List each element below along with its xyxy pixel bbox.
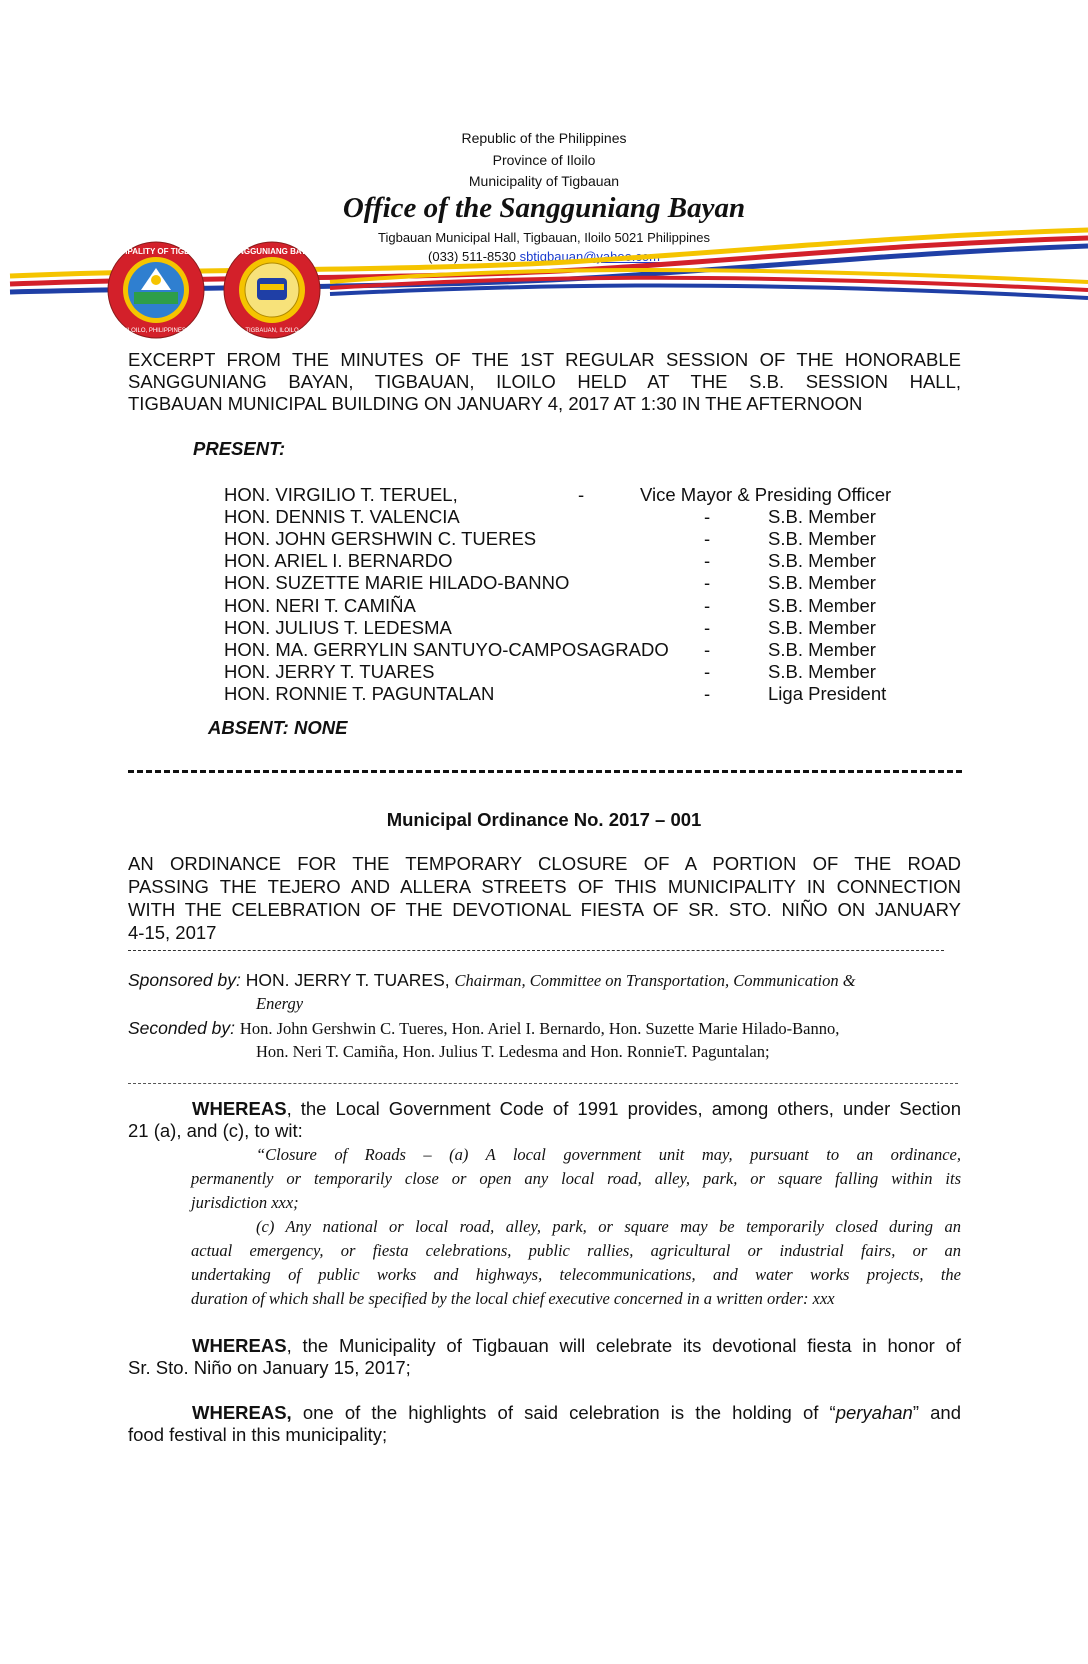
header-municipality: Municipality of Tigbauan <box>468 173 620 189</box>
member-dash: - <box>704 683 711 704</box>
member-name: HON. RONNIE T. PAGUNTALAN <box>224 683 495 704</box>
seal-left-bottom: ILOILO, PHILIPPINES <box>126 328 186 334</box>
member-role: Liga President <box>768 683 887 704</box>
header-republic: Republic of the Philippines <box>461 130 627 146</box>
member-name: HON. JULIUS T. LEDESMA <box>224 617 452 638</box>
sponsored-role: Chairman, Committee on Transportation, Communication & <box>454 971 856 990</box>
whereas-3-italic: peryahan <box>835 1402 913 1423</box>
member-name: HON. DENNIS T. VALENCIA <box>224 506 460 527</box>
member-role: S.B. Member <box>768 661 876 682</box>
ordinance-desc-line-1: AN ORDINANCE FOR THE TEMPORARY CLOSURE OF A PORTION OF THE ROAD <box>128 853 961 874</box>
whereas-1-text: , the Local Government Code of 1991 provides, among others, under Section <box>286 1098 961 1119</box>
quote-line-1: “Closure of Roads – (a) A local government unit may, pursuant to an ordinance, <box>256 1145 961 1164</box>
municipality-seal-logo <box>99 240 213 340</box>
seconded-line <box>128 1018 839 1039</box>
member-dash: - <box>578 484 585 505</box>
member-name: HON. SUZETTE MARIE HILADO-BANNO <box>224 572 570 593</box>
member-name: HON. JOHN GERSHWIN C. TUERES <box>224 528 537 549</box>
member-name: HON. JERRY T. TUARES <box>224 661 435 682</box>
member-dash: - <box>704 617 711 638</box>
seal-left-text: MUNICIPALITY OF TIGBAUAN <box>99 247 213 256</box>
excerpt-line-3: TIGBAUAN MUNICIPAL BUILDING ON JANUARY 4, 2017 AT 1:30 IN THE AFTERNOON <box>128 393 863 414</box>
member-role: S.B. Member <box>768 617 876 638</box>
member-dash: - <box>704 528 711 549</box>
member-dash: - <box>704 595 711 616</box>
sponsored-line <box>128 970 856 991</box>
whereas-1-line-1 <box>128 1098 961 1120</box>
member-dash: - <box>704 550 711 571</box>
member-role: S.B. Member <box>768 572 876 593</box>
member-name: HON. ARIEL I. BERNARDO <box>224 550 453 571</box>
office-title: Office of the Sangguniang Bayan <box>342 192 746 224</box>
whereas-3-keyword: WHEREAS, <box>192 1402 292 1423</box>
member-name: HON. MA. GERRYLIN SANTUYO-CAMPOSAGRADO <box>224 639 669 660</box>
member-dash: - <box>704 572 711 593</box>
member-role: Vice Mayor & Presiding Officer <box>640 484 892 505</box>
ordinance-desc-line-4: 4-15, 2017 <box>128 922 217 943</box>
thin-divider-2 <box>128 1083 958 1084</box>
whereas-2-text: , the Municipality of Tigbauan will celebrate its devotional fiesta in honor of <box>286 1335 961 1356</box>
seconded-names-cont: Hon. Neri T. Camiña, Hon. Julius T. Ledesma and Hon. RonnieT. Paguntalan; <box>256 1042 770 1061</box>
member-name: HON. NERI T. CAMIÑA <box>224 595 416 616</box>
quote-line-7: duration of which shall be specified by the local chief executive concerned in a written order: xxx <box>191 1289 835 1308</box>
member-role: S.B. Member <box>768 550 876 571</box>
member-role: S.B. Member <box>768 506 876 527</box>
sponsored-role-cont: Energy <box>256 994 304 1013</box>
absent-label: ABSENT: NONE <box>208 717 348 738</box>
quote-line-4: (c) Any national or local road, alley, park, or square may be temporarily closed during an <box>256 1217 961 1236</box>
header-phone: (033) 511-8530 <box>428 249 516 264</box>
member-role: S.B. Member <box>768 639 876 660</box>
seconded-label: Seconded by: <box>128 1018 236 1038</box>
member-dash: - <box>704 661 711 682</box>
present-label: PRESENT: <box>193 438 286 459</box>
whereas-3-pre: one of the highlights of said celebration is the holding of “ <box>291 1402 836 1423</box>
whereas-3-post: ” and <box>912 1402 962 1423</box>
sponsored-label: Sponsored by: <box>128 970 241 990</box>
section-divider <box>128 770 962 773</box>
ordinance-title: Municipal Ordinance No. 2017 – 001 <box>386 809 702 830</box>
whereas-1-line-2: 21 (a), and (c), to wit: <box>128 1120 303 1141</box>
quote-line-5: actual emergency, or fiesta celebrations, public rallies, agricultural or industrial fairs, or an <box>191 1241 961 1260</box>
ordinance-desc-line-3: WITH THE CELEBRATION OF THE DEVOTIONAL FIESTA OF SR. STO. NIÑO ON JANUARY <box>128 899 961 920</box>
seal-right-text: SANGGUNIANG BAYAN <box>226 247 318 256</box>
member-dash: - <box>704 506 711 527</box>
member-role: S.B. Member <box>768 595 876 616</box>
header-email[interactable]: sbtigbauan@yahoo.com <box>519 249 660 264</box>
member-name: HON. VIRGILIO T. TERUEL, <box>224 484 458 505</box>
sponsored-name: HON. JERRY T. TUARES, <box>245 970 450 990</box>
seconded-names: Hon. John Gershwin C. Tueres, Hon. Ariel I. Bernardo, Hon. Suzette Marie Hilado-Banno, <box>239 1019 840 1038</box>
whereas-2-keyword: WHEREAS <box>192 1335 287 1356</box>
header-province: Province of Iloilo <box>492 152 596 168</box>
quote-line-2: permanently or temporarily close or open any local road, alley, park, or square falling within its <box>191 1169 961 1188</box>
whereas-2-line-1 <box>128 1335 961 1357</box>
quote-line-3: jurisdiction xxx; <box>191 1193 299 1212</box>
ordinance-desc-line-2: PASSING THE TEJERO AND ALLERA STREETS OF THIS MUNICIPALITY IN CONNECTION <box>128 876 961 897</box>
member-dash: - <box>704 639 711 660</box>
seal-right-bottom: TIGBAUAN, ILOILO <box>245 328 299 334</box>
whereas-1-keyword: WHEREAS <box>192 1098 287 1119</box>
whereas-3-line-1 <box>128 1402 961 1424</box>
thin-divider <box>128 950 944 951</box>
quote-line-6: undertaking of public works and highways, telecommunications, and water works projects, the <box>191 1265 961 1284</box>
excerpt-line-2: SANGGUNIANG BAYAN, TIGBAUAN, ILOILO HELD AT THE S.B. SESSION HALL, <box>128 371 961 392</box>
excerpt-line-1: EXCERPT FROM THE MINUTES OF THE 1ST REGULAR SESSION OF THE HONORABLE <box>128 349 961 370</box>
header-address: Tigbauan Municipal Hall, Tigbauan, Iloilo 5021 Philippines <box>378 230 710 245</box>
member-role: S.B. Member <box>768 528 876 549</box>
whereas-2-line-2: Sr. Sto. Niño on January 15, 2017; <box>128 1357 411 1378</box>
sangguniang-bayan-seal-logo <box>222 240 322 340</box>
whereas-3-line-2: food festival in this municipality; <box>128 1424 388 1445</box>
